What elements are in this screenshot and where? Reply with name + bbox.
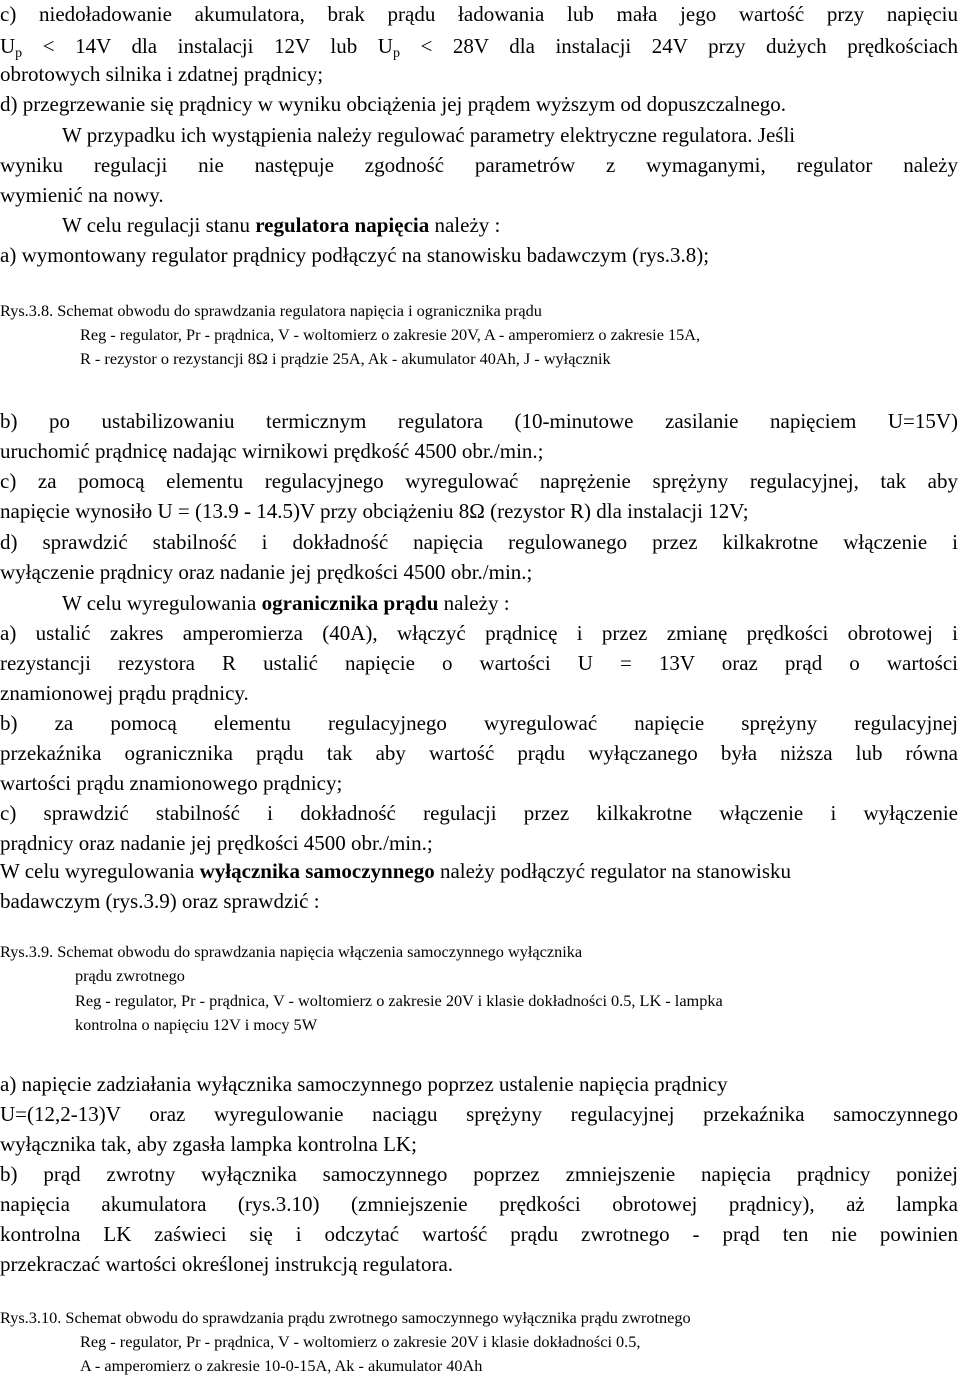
text-line: c) za pomocą elementu regulacyjnego wyregulować naprężenie sprężyny regulacyjnej, tak aby xyxy=(0,469,958,493)
figure-caption-legend: A - amperomierz o zakresie 10-0-15A, Ak - akumulator 40Ah xyxy=(80,1356,483,1375)
text-line: d) sprawdzić stabilność i dokładność napięcia regulowanego przez kilkakrotne włączenie i xyxy=(0,530,958,554)
text-line: a) napięcie zadziałania wyłącznika samoczynnego poprzez ustalenie napięcia prądnicy xyxy=(0,1072,728,1096)
text-line: rezystancji rezystora R ustalić napięcie o wartości U = 13V oraz prąd o wartości xyxy=(0,651,958,675)
text-line: przekaźnika ogranicznika prądu tak aby wartość prądu wyłączanego była niższa lub równa xyxy=(0,741,958,765)
bold-term: regulatora napięcia xyxy=(255,213,430,237)
text-line: wyniku regulacji nie następuje zgodność parametrów z wymaganymi, regulator należy xyxy=(0,153,958,177)
text-line: wyłącznika tak, aby zgasła lampka kontrolna LK; xyxy=(0,1132,417,1156)
text-line: $U_p < 14V$ dla instalacji 12V lub $U_p < 28V$ dla instalacji 24V przy dużych prędkościach xyxy=(0,34,958,61)
figure-caption: Rys.3.8. Schemat obwodu do sprawdzania regulatora napięcia i ogranicznika prądu xyxy=(0,301,542,320)
figure-caption-legend: Reg - regulator, Pr - prądnica, V - woltomierz o zakresie 20V, A - amperomierz o zakresie 15A, xyxy=(80,325,701,344)
figure-caption: Rys.3.9. Schemat obwodu do sprawdzania napięcia włączenia samoczynnego wyłącznika xyxy=(0,942,583,961)
text-line: b) za pomocą elementu regulacyjnego wyregulować napięcie sprężyny regulacyjnej xyxy=(0,711,958,735)
text-line: badawczym (rys.3.9) oraz sprawdzić : xyxy=(0,889,320,913)
text-line: prądnicy oraz nadanie jej prędkości 4500 obr./min.; xyxy=(0,831,433,855)
text-line: d) przegrzewanie się prądnicy w wyniku obciążenia jej prądem wyższym od dopuszczalnego. xyxy=(0,92,787,116)
text-line: przekraczać wartości określonej instrukcją regulatora. xyxy=(0,1252,454,1276)
text-line: wymienić na nowy. xyxy=(0,183,164,207)
text-line: b) prąd zwrotny wyłącznika samoczynnego poprzez zmniejszenie napięcia prądnicy poniżej xyxy=(0,1162,958,1186)
figure-caption-legend: prądu zwrotnego xyxy=(75,966,185,985)
text-line: obrotowych silnika i zdatnej prądnicy; xyxy=(0,62,324,86)
text-line: kontrolna LK zaświeci się i odczytać wartość prądu zwrotnego - prąd ten nie powinien xyxy=(0,1222,958,1246)
text-line: W celu wyregulowania ogranicznika prądu należy : xyxy=(62,591,510,615)
text-line: b) po ustabilizowaniu termicznym regulatora (10-minutowe zasilanie napięciem U=15V) xyxy=(0,409,958,433)
text-line: U=(12,2-13)V oraz wyregulowanie naciągu sprężyny regulacyjnej przekaźnika samoczynnego xyxy=(0,1102,958,1126)
text-line: W przypadku ich wystąpienia należy regulować parametry elektryczne regulatora. Jeśli xyxy=(62,123,796,147)
figure-caption-legend: kontrolna o napięciu 12V i mocy 5W xyxy=(75,1015,318,1034)
figure-caption-legend: Reg - regulator, Pr - prądnica, V - woltomierz o zakresie 20V i klasie dokładności 0.5, xyxy=(80,1332,641,1351)
text-line: uruchomić prądnicę nadając wirnikowi prędkość 4500 obr./min.; xyxy=(0,439,544,463)
text-line: wyłączenie prądnicy oraz nadanie jej prędkości 4500 obr./min.; xyxy=(0,560,533,584)
text-line: W celu wyregulowania wyłącznika samoczynnego należy podłączyć regulator na stanowisku xyxy=(0,859,791,883)
figure-caption: Rys.3.10. Schemat obwodu do sprawdzania prądu zwrotnego samoczynnego wyłącznika prądu zwrotnego xyxy=(0,1308,691,1327)
text-line: znamionowej prądu prądnicy. xyxy=(0,681,249,705)
text-line: a) wymontowany regulator prądnicy podłączyć na stanowisku badawczym (rys.3.8); xyxy=(0,243,710,267)
text-line: napięcia akumulatora (rys.3.10) (zmniejszenie prędkości obrotowej prądnicy), aż lampka xyxy=(0,1192,958,1216)
text-line: c) niedoładowanie akumulatora, brak prądu ładowania lub mała jego wartość przy napięciu xyxy=(0,2,958,26)
text-line: wartości prądu znamionowego prądnicy; xyxy=(0,771,343,795)
bold-term: wyłącznika samoczynnego xyxy=(199,859,435,883)
text-line: c) sprawdzić stabilność i dokładność regulacji przez kilkakrotne włączenie i wyłączenie xyxy=(0,801,958,825)
figure-caption-legend: R - rezystor o rezystancji 8Ω i prądzie 25A, Ak - akumulator 40Ah, J - wyłącznik xyxy=(80,349,611,368)
figure-caption-legend: Reg - regulator, Pr - prądnica, V - woltomierz o zakresie 20V i klasie dokładności 0.5, LK - lampka xyxy=(75,991,723,1010)
text-line: a) ustalić zakres amperomierza (40A), włączyć prądnicę i przez zmianę prędkości obrotowej i xyxy=(0,621,958,645)
text-line: napięcie wynosiło U = (13.9 - 14.5)V przy obciążeniu 8Ω (rezystor R) dla instalacji 12V; xyxy=(0,499,749,523)
bold-term: ogranicznika prądu xyxy=(261,591,439,615)
text-line: W celu regulacji stanu regulatora napięcia należy : xyxy=(62,213,501,237)
